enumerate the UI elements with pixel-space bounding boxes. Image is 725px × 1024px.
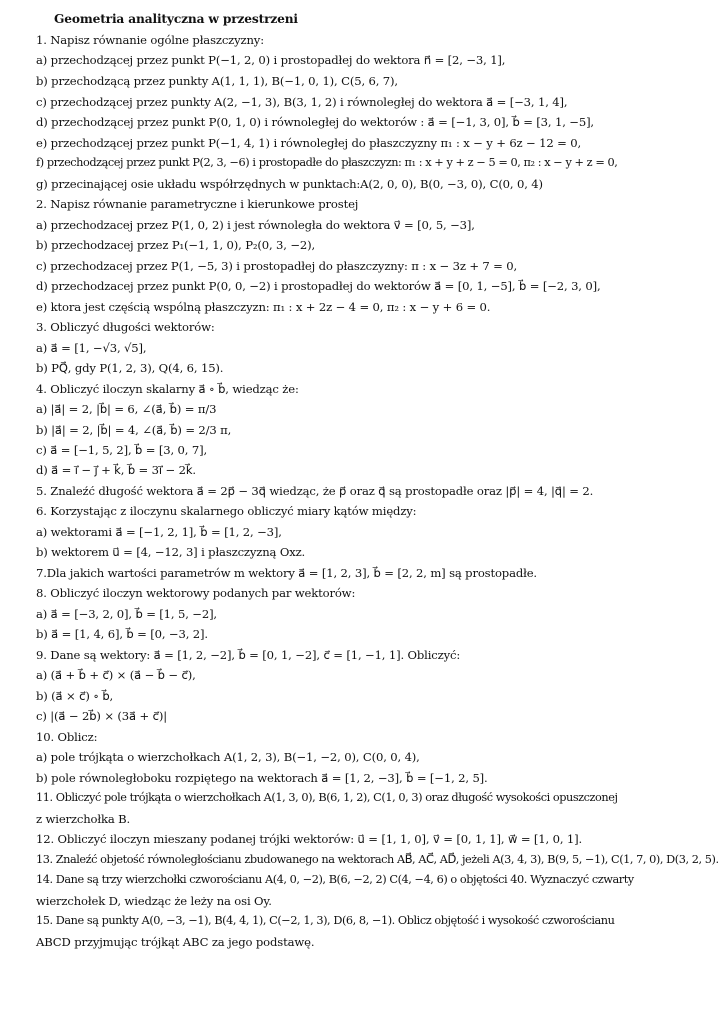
text-line: c) przechodzącej przez punkty A(2, −1, 3), B(3, 1, 2) i równoległej do wektora a⃗ = [−3, 1, 4], xyxy=(36,95,568,109)
text-line: c) przechodzacej przez P(1, −5, 3) i prostopadłej do płaszczyzny: π : x − 3z + 7 = 0, xyxy=(36,259,518,273)
text-line: wierzchołek D, wiedząc że leży na osi Oy. xyxy=(36,894,272,908)
text-line: f) przechodzącej przez punkt P(2, 3, −6) i prostopadłe do płaszczyzn: π₁ : x + y + z − 5 = 0, π₂ : x − y + z = 0, xyxy=(36,156,618,169)
text-line: 15. Dane są punkty A(0, −3, −1), B(4, 4, 1), C(−2, 1, 3), D(6, 8, −1). Oblicz objętość i wysokość czworościanu xyxy=(36,914,615,927)
text-line: c) |(a⃗ − 2b⃗) × (3a⃗ + c⃗)| xyxy=(36,709,167,723)
text-line: a) przechodzącej przez punkt P(−1, 2, 0) i prostopadłej do wektora n⃗ = [2, −3, 1], xyxy=(36,53,506,67)
text-line: c) a⃗ = [−1, 5, 2], b⃗ = [3, 0, 7], xyxy=(36,443,207,457)
text-line: 9. Dane są wektory: a⃗ = [1, 2, −2], b⃗ = [0, 1, −2], c⃗ = [1, −1, 1]. Obliczyć: xyxy=(36,648,461,662)
text-line: b) PQ⃗, gdy P(1, 2, 3), Q(4, 6, 15). xyxy=(36,361,224,375)
text-line: a) |a⃗| = 2, |b⃗| = 6, ∠(a⃗, b⃗) = π/3 xyxy=(36,402,217,416)
text-line: 12. Obliczyć iloczyn mieszany podanej trójki wektorów: u⃗ = [1, 1, 0], v⃗ = [0, 1, 1], w⃗ = [1, 0, 1]. xyxy=(36,832,583,846)
text-line: a) a⃗ = [−3, 2, 0], b⃗ = [1, 5, −2], xyxy=(36,607,217,621)
text-line: a) (a⃗ + b⃗ + c⃗) × (a⃗ − b⃗ − c⃗), xyxy=(36,668,196,682)
text-line: 6. Korzystając z iloczynu skalarnego obliczyć miary kątów między: xyxy=(36,504,417,518)
text-line: 11. Obliczyć pole trójkąta o wierzchołkach A(1, 3, 0), B(6, 1, 2), C(1, 0, 3) oraz długość wysokości opuszczonej xyxy=(36,791,618,804)
text-line: b) (a⃗ × c⃗) ∘ b⃗, xyxy=(36,689,114,703)
text-line: a) przechodzacej przez P(1, 0, 2) i jest równoległa do wektora v⃗ = [0, 5, −3], xyxy=(36,218,475,232)
text-line: b) przechodzacej przez P₁(−1, 1, 0), P₂(0, 3, −2), xyxy=(36,238,316,252)
text-line: b) wektorem u⃗ = [4, −12, 3] i płaszczyzną Oxz. xyxy=(36,545,306,559)
text-line: 14. Dane są trzy wierzchołki czworościanu A(4, 0, −2), B(6, −2, 2) C(4, −4, 6) o objętości 40. Wyznaczyć czwarty xyxy=(36,873,634,886)
text-line: 8. Obliczyć iloczyn wektorowy podanych par wektorów: xyxy=(36,586,356,600)
text-line: b) |a⃗| = 2, |b⃗| = 4, ∠(a⃗, b⃗) = 2/3 π, xyxy=(36,423,232,437)
text-line: 5. Znaleźć długość wektora a⃗ = 2p⃗ − 3q⃗ wiedząc, że p⃗ oraz q⃗ są prostopadłe oraz |p⃗| = 4, |q⃗| = 2. xyxy=(36,484,594,498)
text-line: a) pole trójkąta o wierzchołkach A(1, 2, 3), B(−1, −2, 0), C(0, 0, 4), xyxy=(36,750,420,764)
text-line: 2. Napisz równanie parametryczne i kierunkowe prostej xyxy=(36,197,359,211)
text-line: b) a⃗ = [1, 4, 6], b⃗ = [0, −3, 2]. xyxy=(36,627,208,641)
text-line: g) przecinającej osie układu współrzędnych w punktach:A(2, 0, 0), B(0, −3, 0), C(0, 0, 4) xyxy=(36,177,543,191)
text-line: d) a⃗ = i⃗ − j⃗ + k⃗, b⃗ = 3i⃗ − 2k⃗. xyxy=(36,463,196,477)
text-line: 1. Napisz równanie ogólne płaszczyzny: xyxy=(36,33,264,47)
text-line: a) wektorami a⃗ = [−1, 2, 1], b⃗ = [1, 2, −3], xyxy=(36,525,282,539)
text-line: 13. Znaleźć objetość równoległościanu zbudowanego na wektorach AB⃗, AC⃗, AD⃗, jeżeli A(3, 4, 3), B(9, 5, −1), C(1, 7, 0), D(3, 2, 5). xyxy=(36,853,719,866)
text-line: e) przechodzącej przez punkt P(−1, 4, 1) i równoległej do płaszczyzny π₁ : x − y + 6z − 12 = 0, xyxy=(36,136,581,150)
text-line: 7.Dla jakich wartości parametrów m wektory a⃗ = [1, 2, 3], b⃗ = [2, 2, m] są prostopadłe. xyxy=(36,566,537,580)
text-line: a) a⃗ = [1, −√3, √5], xyxy=(36,341,147,355)
text-line: z wierzchołka B. xyxy=(36,812,131,826)
text-line: e) ktora jest częścią wspólną płaszczyzn: π₁ : x + 2z − 4 = 0, π₂ : x − y + 6 = 0. xyxy=(36,300,491,314)
text-line: ABCD przyjmując trójkąt ABC za jego podstawę. xyxy=(36,935,315,949)
text-line: b) pole równoległoboku rozpiętego na wektorach a⃗ = [1, 2, −3], b⃗ = [−1, 2, 5]. xyxy=(36,771,488,785)
text-line: 10. Oblicz: xyxy=(36,730,98,744)
page-title: Geometria analityczna w przestrzeni xyxy=(54,12,298,26)
text-line: d) przechodzacej przez punkt P(0, 0, −2) i prostopadłej do wektorów a⃗ = [0, 1, −5], b⃗ = [−2, 3, 0], xyxy=(36,279,601,293)
text-line: 4. Obliczyć iloczyn skalarny a⃗ ∘ b⃗, wiedząc że: xyxy=(36,382,299,396)
text-line: d) przechodzącej przez punkt P(0, 1, 0) i równoległej do wektorów : a⃗ = [−1, 3, 0], b⃗ = [3, 1, −5], xyxy=(36,115,594,129)
text-line: 3. Obliczyć długości wektorów: xyxy=(36,320,215,334)
text-line: b) przechodzącą przez punkty A(1, 1, 1), B(−1, 0, 1), C(5, 6, 7), xyxy=(36,74,398,88)
